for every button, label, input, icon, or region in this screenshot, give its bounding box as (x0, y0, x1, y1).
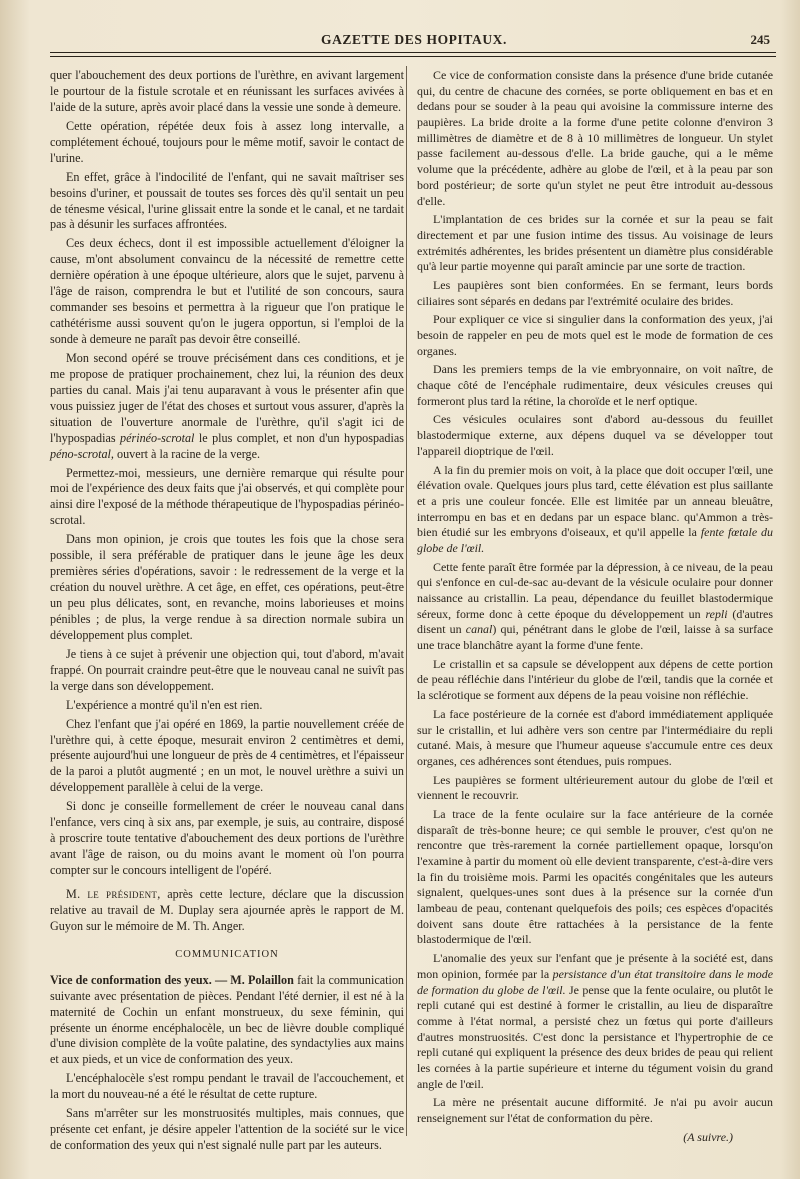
paragraph: Si donc je conseille formellement de créer le nouveau canal dans l'enfance, vers cinq à six ans, par exemple, je suis, au contraire, disposé à proscrire toute tentative d'abouchement des deux portions de l'urèthre avant l'âge de raison, ou du moins avant le moment où l'on pourra compter sur le concours intelligent de l'opéré. (50, 799, 404, 877)
text-run: Mon second opéré se trouve précisément dans ces conditions, et je me propose de pratiquer prochainement, chez lui, la réunion des deux parties du canal. Mais j'ai tenu auparavant à vous le présenter afin que vous puissiez juger de l'état des choses et surtout vous assurer, d'après la situation de l'ouverture anormale de l'urèthre, qu'il s'agit ici de l'hypospadias (50, 350, 404, 445)
communication-title: Vice de conformation des yeux. — M. Polaillon (50, 972, 294, 987)
column-divider (406, 66, 407, 1136)
text-run: A la fin du premier mois on voit, à la place que doit occuper l'œil, une élévation ovale. Quelques jours plus tard, cette élévation est plus saillante et a pris une couleur foncée. Elle est limitée par un anneau bleuâtre, interrompu en bas et en dedans par un espace blanc. qu'Ammon a très-bien étudié sur les embryons d'oiseaux, et qu'il appelle la (417, 462, 773, 540)
emphasis: canal (465, 622, 493, 637)
header-rule (50, 52, 776, 53)
emphasis: péno-scrotal, (50, 446, 114, 461)
paragraph: Cette opération, répétée deux fois à assez long intervalle, a complétement échoué, toujours pour le même motif, savoir le contact de l'urine. (50, 118, 404, 165)
paragraph: L'encéphalocèle s'est rompu pendant le travail de l'accouchement, et la mort du nouveau-né a été le résultat de cette rupture. (50, 1071, 404, 1102)
paragraph: Permettez-moi, messieurs, une dernière remarque qui résulte pour moi de l'expérience des deux faits que j'ai observés, et qui complète pour ainsi dire l'exposé de la méthode thérapeutique de l'hypospadias périnéo-scrotal. (50, 465, 404, 528)
paragraph: Les paupières se forment ultérieurement autour du globe de l'œil et viennent le recouvrir. (417, 772, 773, 803)
text-run: Je pense que la fente oculaire, ou plutôt le repli cutané qui est destiné à former le cristallin, au lieu de disparaître comme à l'état normal, a persisté chez un fœtus qui porte d'ailleurs d'autres monstruosités. C'est donc la persistance et l'hypertrophie de ce repli cutané qui expliquent la présence des deux brides de peau qui relient les cornées à la partie supérieure et interne du tégument voisin du grand angle de l'œil. (417, 982, 774, 1091)
paragraph: En effet, grâce à l'indocilité de l'enfant, qui ne savait maîtriser ses besoins d'uriner, et poussait de toutes ses forces dès qu'il sentait un peu de ténesme vésical, l'urine glissait entre la sonde et le canal, et ne tardait pas à désunir les surfaces affrontées. (50, 169, 404, 232)
emphasis: fente fœtale du globe de l'œil. (417, 525, 773, 555)
paragraph (417, 951, 773, 1092)
paragraph: Ces deux échecs, dont il est impossible actuellement d'éloigner la cause, m'ont absolument convaincu de la nécessité de remettre cette dernière opération à une époque ultérieure, alors que le sujet, parvenu à l'âge de raison, comprendra le but et l'utilité de son concours, saura commander ses besoins et permettra à la rigueur que l'on pratique le cathétérisme aussi souvent qu'on le jugera opportun, si l'emploi de la sonde à demeure ne paraît pas devoir être conseillé. (50, 236, 404, 346)
emphasis: repli (705, 606, 728, 621)
text-run: Cette fente paraît être formée par la dépression, à ce niveau, de la peau qui s'enfonce en cul-de-sac au-devant de la vésicule oculaire pour donner naissance au cristallin. La peau, dépendance du feuillet blastodermique séreux, forme donc à cette époque du développement un (417, 559, 773, 621)
paragraph: Sans m'arrêter sur les monstruosités multiples, mais connues, que présente cet enfant, je désire appeler l'attention de la société sur le vice de conformation des yeux qui n'est signalé nulle part par les auteurs. (50, 1106, 404, 1153)
text-run: (d'autres disent un (417, 606, 774, 637)
paragraph: Chez l'enfant que j'ai opéré en 1869, la partie nouvellement créée de l'urèthre qui, à cette époque, mesurait environ 2 centimètres et demi, présente aujourd'hui une longueur de près de 4 centimètres, et l'épaisseur de la paroi a plutôt augmenté ; en un mot, le nouvel urèthre a suivi un développement parallèle à celui de la verge. (50, 716, 404, 795)
text-run: fait la communication suivante avec présentation de pièces. Pendant l'été dernier, il est né à la maternité de Cochin un enfant monstrueux, du sexe féminin, qui présente un énorme encéphalocèle, un bec de lièvre double compliqué d'une division complète de la voûte palatine, des syndactylies aux mains et aux pieds, et un vice de conformation des yeux. (50, 972, 404, 1067)
paragraph: L'expérience a montré qu'il n'en est rien. (66, 697, 263, 712)
text-run: ouvert à la racine de la verge. (117, 446, 261, 461)
header-rule-thin (50, 56, 776, 57)
paragraph: Le cristallin et sa capsule se développent aux dépens de cette portion de peau réfléchie dans l'intérieur du globe de l'œil, tandis que la cornée et la sclérotique se forment aux dépens de la peau voisine non réfléchie. (417, 656, 773, 703)
paragraph: Dans mon opinion, je crois que toutes les fois que la chose sera possible, il sera préférable de pratiquer dans le jeune âge les deux premières séries d'opérations, savoir : le redressement de la verge et la création du nouvel urèthre. A cet âge, en effet, ces opérations, peut-être un peu plus délicates, sont, en revanche, moins laborieuses et moins pénibles ; de plus, la verge rendue à sa direction normale subira un développement plus complet. (50, 532, 404, 642)
paragraph: La mère ne présentait aucune difformité. Je n'ai pu avoir aucun renseignement sur l'état de conformation du père. (417, 1095, 773, 1125)
president-paragraph (50, 887, 404, 935)
paragraph: L'implantation de ces brides sur la cornée et sur la peau se fait directement et par une fusion intime des tissus. Au voisinage de leurs extrémités adhérentes, les brides présentent un diamètre plus considérable qu'à leur partie moyenne qui paraît amincie par une sorte de traction. (417, 212, 773, 274)
section-heading: COMMUNICATION (175, 948, 279, 960)
text-run: ) qui, pénétrant dans le globe de l'œil, laisse à sa surface une trace blanchâtre ayant la forme d'une fente. (417, 622, 774, 653)
page-title: GAZETTE DES HOPITAUX. (320, 32, 507, 47)
page-number: 245 (750, 32, 770, 47)
paragraph (417, 560, 773, 654)
paragraph: La face postérieure de la cornée est d'abord immédiatement appliquée sur le cristallin, et lui adhère vers son centre par l'intermédiaire du repli cutané. Mais, à mesure que l'humeur aqueuse s'accumule entre ces deux organes, ces adhérences sont étendues, puis rompues. (417, 706, 773, 768)
paragraph: Ce vice de conformation consiste dans la présence d'une bride cutanée qui, du centre de chacune des cornées, se porte obliquement en bas et en dedans pour se souder à la peau qui avoisine la commissure interne des paupières. La bride droite a la forme d'une petite colonne d'environ 3 millimètres de diamètre et de 8 à 10 millimètres de longueur. Un stylet passe facilement au-dessous d'elle. La bride gauche, qui a le même volume que la précédente, adhère au globe de l'œil, et à la peau par son bord postérieur; de sorte qu'un stylet ne peut être introduit au-dessous d'elle. (417, 68, 773, 208)
page-header (50, 30, 778, 52)
paragraph: Ces vésicules oculaires sont d'abord au-dessous du feuillet blastodermique externe, aux dépens duquel va se développer tout l'appareil dioptrique de l'œil. (417, 412, 773, 458)
left-column (50, 68, 404, 1157)
paragraph: Dans les premiers temps de la vie embryonnaire, on voit naître, de chaque côté de l'encéphale rudimentaire, deux vésicules creuses qui formeront plus tard la rétine, la choroïde et le nerf optique. (417, 362, 773, 408)
paragraph: Je tiens à ce sujet à prévenir une objection qui, tout d'abord, m'avait frappé. On pourrait craindre peut-être que le nouveau canal ne suivît pas la verge dans son développement. (50, 646, 404, 693)
to-be-continued: (A suivre.) (683, 1129, 733, 1144)
emphasis: périnéo-scrotal (120, 430, 195, 445)
paragraph: quer l'abouchement des deux portions de l'urèthre, en avivant largement le pourtour de la fistule scrotale et en réunissant les surfaces avivées à l'aide de la suture, après avoir placé dans la vessie une sonde à demeure. (50, 68, 404, 114)
president-label: M. le président, (66, 886, 161, 901)
text-run: après cette lecture, déclare que la discussion relative au travail de M. Duplay sera ajournée après le rapport de M. Guyon sur le mémoire de M. Th. Anger. (50, 886, 404, 933)
text-run: le plus complet, et non d'un hypospadias (198, 430, 404, 445)
text-run: L'anomalie des yeux sur l'enfant que je présente à la société est, dans mon opinion, formée par la (417, 951, 773, 981)
paragraph: Pour expliquer ce vice si singulier dans la conformation des yeux, j'ai besoin de rappeler en peu de mots quel est le mode de formation de ces organes. (417, 312, 773, 358)
communication-paragraph (50, 973, 404, 1069)
paragraph: Les paupières sont bien conformées. En se fermant, leurs bords ciliaires sont séparés en dedans par l'extrémité oculaire des brides. (417, 277, 773, 308)
right-column (417, 68, 773, 1148)
emphasis: persistance d'un état transitoire dans le mode de formation du globe de l'œil. (417, 966, 773, 997)
paragraph: La trace de la fente oculaire sur la face antérieure de la cornée disparaît de très-bonne heure; ce qui semble le prouver, c'est qu'on ne rencontre que très-rarement la cornée partiellement opaque, lorsqu'on l'examine à partir du moment où elle devient transparente, c'est-à-dire vers la fin du troisième mois. Parmi les opacités congénitales que les auteurs signalent, quelques-unes sont dues à la présence sur la cornée d'un lambeau de peau, contenant quelquefois des poils; ces espèces d'opacités doivent sans doute être rattachées à la persistance de la fente blastodermique de l'œil. (417, 806, 773, 947)
paragraph (50, 351, 404, 463)
paragraph (417, 463, 773, 557)
